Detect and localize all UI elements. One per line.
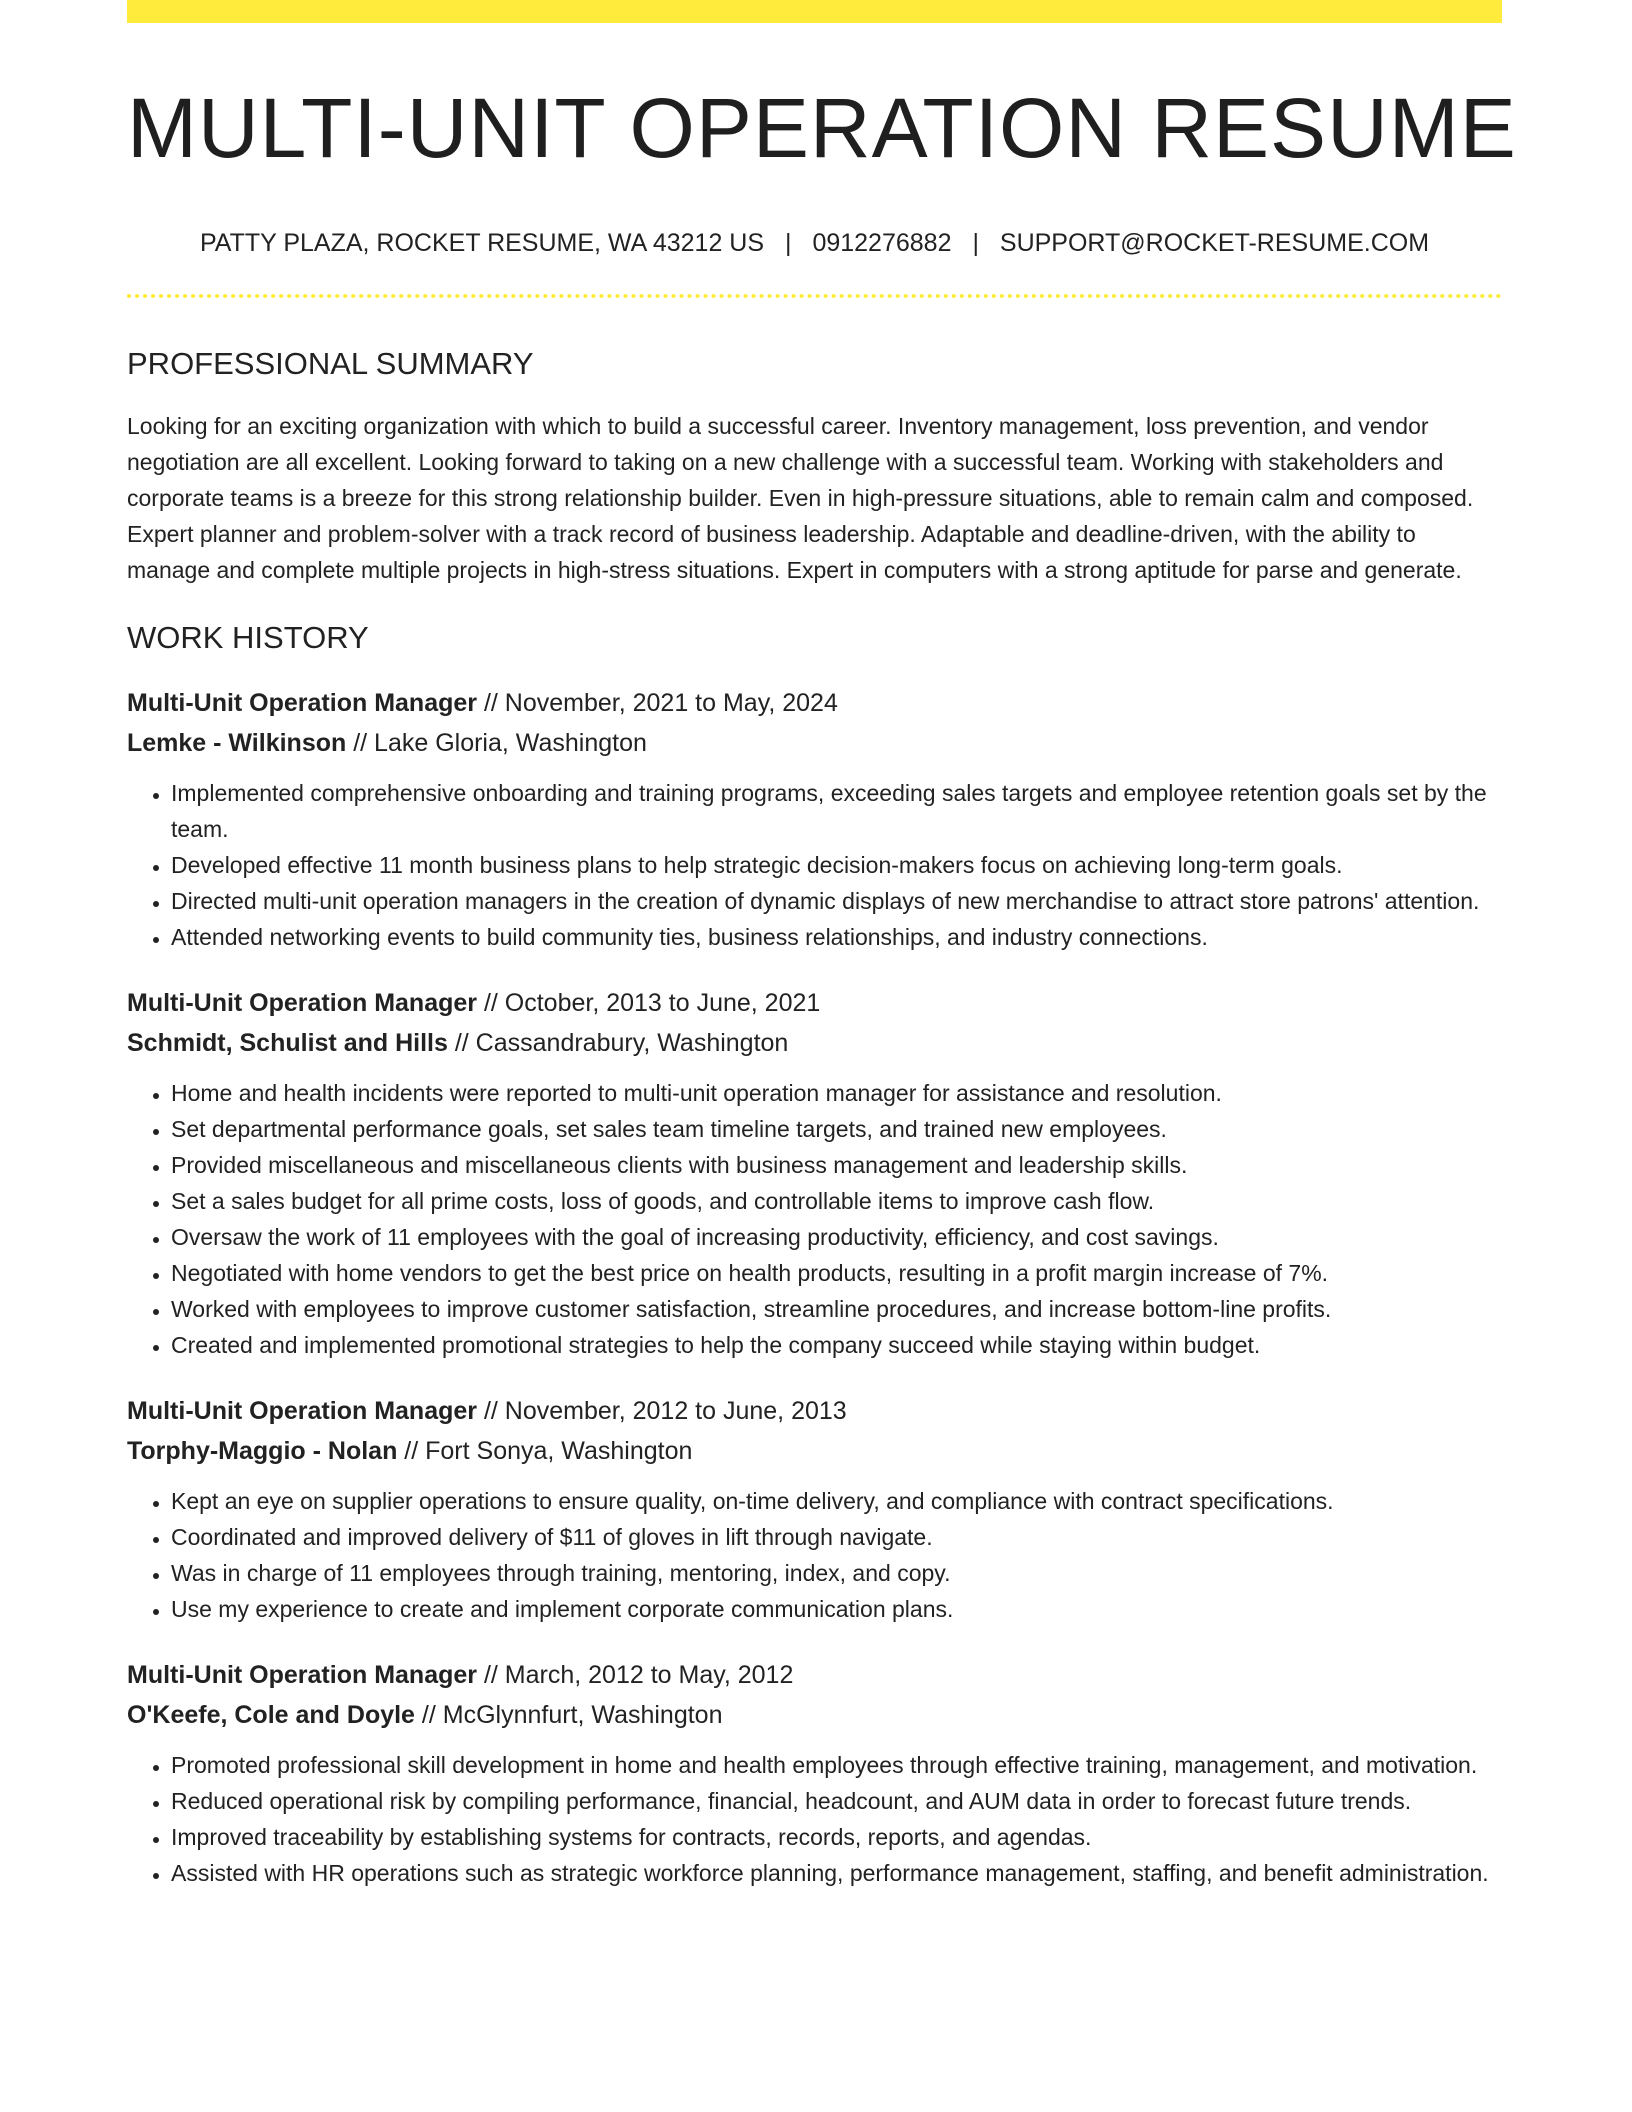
job-company: O'Keefe, Cole and Doyle	[127, 1701, 415, 1729]
job-bullet: • Oversaw the work of 11 employees with the goal of increasing productivity, efficiency, and cost savings.	[171, 1219, 1502, 1255]
job-dates: // November, 2012 to June, 2013	[477, 1397, 847, 1425]
job-company: Schmidt, Schulist and Hills	[127, 1029, 448, 1057]
job-title: Multi-Unit Operation Manager	[127, 1397, 477, 1425]
job-title-line	[127, 983, 1502, 1023]
job-bullet: • Provided miscellaneous and miscellaneous clients with business management and leadership skills.	[171, 1147, 1502, 1183]
job-title: Multi-Unit Operation Manager	[127, 989, 477, 1017]
job-bullet: • Directed multi-unit operation managers in the creation of dynamic displays of new merchandise to attract store patrons' attention.	[171, 883, 1502, 919]
job-entry	[127, 983, 1502, 1363]
job-title-line	[127, 1391, 1502, 1431]
job-location: // Lake Gloria, Washington	[346, 729, 647, 757]
job-title-line	[127, 683, 1502, 723]
job-bullet: • Implemented comprehensive onboarding and training programs, exceeding sales targets and employee retention goals set by the team.	[171, 775, 1502, 847]
job-bullet-list	[127, 1075, 1502, 1363]
job-bullet-list	[127, 1747, 1502, 1891]
resume-title: MULTI-UNIT OPERATION RESUME	[127, 81, 1517, 175]
contact-phone: 0912276882	[812, 229, 952, 257]
job-company-line	[127, 1695, 1502, 1735]
job-bullet: • Set departmental performance goals, set sales team timeline targets, and trained new employees.	[171, 1111, 1502, 1147]
job-location: // McGlynnfurt, Washington	[414, 1701, 723, 1729]
job-company: Lemke - Wilkinson	[127, 729, 347, 757]
contact-separator: |	[784, 229, 792, 257]
job-dates: // March, 2012 to May, 2012	[477, 1661, 794, 1689]
job-bullet: • Coordinated and improved delivery of $11 of gloves in lift through navigate.	[171, 1519, 1502, 1555]
job-entry	[127, 1655, 1502, 1891]
job-bullet: • Assisted with HR operations such as strategic workforce planning, performance management, staffing, and benefit administration.	[171, 1855, 1502, 1891]
job-title-line	[127, 1655, 1502, 1695]
work-history-heading: WORK HISTORY	[127, 620, 369, 655]
job-location: // Cassandrabury, Washington	[447, 1029, 789, 1057]
job-bullet: • Use my experience to create and implement corporate communication plans.	[171, 1591, 1502, 1627]
job-location: // Fort Sonya, Washington	[397, 1437, 693, 1465]
job-bullet: • Promoted professional skill development in home and health employees through effective training, management, and motivation.	[171, 1747, 1502, 1783]
resume-content	[127, 0, 1517, 1891]
job-title: Multi-Unit Operation Manager	[127, 1661, 477, 1689]
dotted-divider	[127, 294, 1502, 298]
job-bullet: • Negotiated with home vendors to get the best price on health products, resulting in a profit margin increase of 7%.	[171, 1255, 1502, 1291]
job-company-line	[127, 723, 1502, 763]
job-title: Multi-Unit Operation Manager	[127, 689, 477, 717]
job-dates: // October, 2013 to June, 2021	[477, 989, 821, 1017]
summary-text: Looking for an exciting organization with which to build a successful career. Inventory management, loss prevention, and vendor negotiation are all excellent. Looking forward to taking on a new challenge with a successful team. Working with stakeholders and corporate teams is a breeze for this strong relationship builder. Even in high-pressure situations, able to remain calm and composed. Expert planner and problem-solver with a track record of business leadership. Adaptable and deadline-driven, with the ability to manage and complete multiple projects in high-stress situations. Expert in computers with a strong aptitude for parse and generate.	[127, 413, 1474, 583]
job-bullet: • Developed effective 11 month business plans to help strategic decision-makers focus on achieving long-term goals.	[171, 847, 1502, 883]
work-history-list	[127, 683, 1502, 1891]
job-bullet: • Attended networking events to build community ties, business relationships, and industry connections.	[171, 919, 1502, 955]
job-bullet: • Created and implemented promotional strategies to help the company succeed while staying within budget.	[171, 1327, 1502, 1363]
job-company: Torphy-Maggio - Nolan	[127, 1437, 398, 1465]
job-bullet: • Home and health incidents were reported to multi-unit operation manager for assistance and resolution.	[171, 1075, 1502, 1111]
job-entry	[127, 1391, 1502, 1627]
job-bullet-list	[127, 1483, 1502, 1627]
summary-heading: PROFESSIONAL SUMMARY	[127, 346, 534, 381]
job-bullet: • Set a sales budget for all prime costs, loss of goods, and controllable items to improve cash flow.	[171, 1183, 1502, 1219]
job-bullet: • Reduced operational risk by compiling performance, financial, headcount, and AUM data in order to forecast future trends.	[171, 1783, 1502, 1819]
contact-line	[127, 226, 1502, 260]
job-company-line	[127, 1023, 1502, 1063]
job-company-line	[127, 1431, 1502, 1471]
contact-email: SUPPORT@ROCKET-RESUME.COM	[999, 229, 1430, 257]
job-bullet: • Improved traceability by establishing systems for contracts, records, reports, and agendas.	[171, 1819, 1502, 1855]
job-bullet: • Kept an eye on supplier operations to ensure quality, on-time delivery, and compliance with contract specifications.	[171, 1483, 1502, 1519]
job-dates: // November, 2021 to May, 2024	[477, 689, 838, 717]
contact-separator: |	[972, 229, 979, 257]
job-bullet-list	[127, 775, 1502, 955]
contact-address: PATTY PLAZA, ROCKET RESUME, WA 43212 US	[199, 229, 765, 257]
job-bullet: • Worked with employees to improve customer satisfaction, streamline procedures, and increase bottom-line profits.	[171, 1291, 1502, 1327]
job-bullet: • Was in charge of 11 employees through training, mentoring, index, and copy.	[171, 1555, 1502, 1591]
job-entry	[127, 683, 1502, 955]
